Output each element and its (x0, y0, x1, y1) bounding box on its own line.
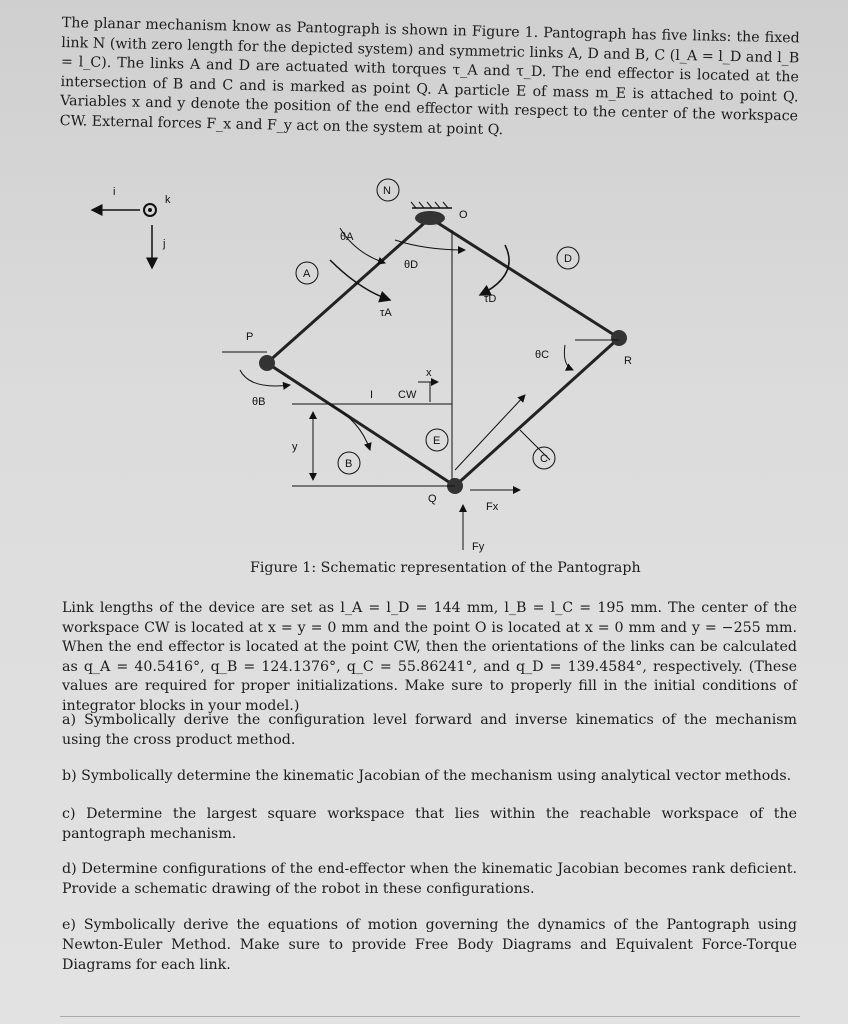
label-tau-a: τA (380, 307, 392, 319)
coordinate-axes (92, 186, 171, 268)
joint-p (259, 355, 275, 371)
label-theta-d: θD (404, 259, 419, 271)
label-y: y (292, 441, 298, 453)
question-b: b) Symbolically determine the kinematic Jacobian of the mechanism using analytical vector methods. (62, 768, 792, 784)
label-b: B (345, 458, 353, 470)
question-e: e) Symbolically derive the equations of motion governing the dynamics of the Pantograph using Newton-Euler Method. Make sure to provide Free Body Diagrams and Equivalent Force-Torque Diagrams for each link. (62, 917, 797, 973)
label-cw: CW (398, 389, 417, 401)
label-fx: Fx (486, 501, 499, 513)
axis-k-label: k (165, 194, 171, 206)
label-a: A (303, 268, 311, 280)
intro-paragraph: The planar mechanism know as Pantograph is shown in Figure 1. Pantograph has five links: the fixed link N (with zero length for the depicted system) and symmetric links A, D and B, C (l_A = l_D and l_B = l_C). The links A and D are actuated with torques τ_A and τ_D. The end effector is located at the intersection of B and C and is marked as point Q. A particle E of mass m_E is attached to point Q. Variables x and y denote the position of the end effector with respect to the center of the workspace CW. External forces F_x and F_y act on the system at point Q. (59, 14, 800, 138)
label-tau-d: τD (484, 293, 497, 305)
svg-text:I: I (370, 389, 374, 401)
label-e: E (433, 435, 441, 447)
label-q: Q (428, 493, 437, 505)
pivot-o (415, 211, 445, 225)
label-r: R (624, 355, 632, 367)
label-c: C (540, 453, 548, 465)
figure-caption: Figure 1: Schematic representation of the Pantograph (250, 560, 641, 576)
label-fy: Fy (472, 541, 485, 553)
axis-i-label: i (113, 186, 116, 198)
label-n: N (383, 185, 391, 197)
link-d (430, 218, 619, 338)
label-o: O (459, 209, 468, 221)
label-p: P (246, 331, 254, 343)
question-d: d) Determine configurations of the end-effector when the kinematic Jacobian becomes rank deficient. Provide a schematic drawing of the robot in these configurations. (62, 861, 797, 897)
link-b (267, 363, 455, 486)
parameters-paragraph: Link lengths of the device are set as l_A = l_D = 144 mm, l_B = l_C = 195 mm. The center of the workspace CW is located at x = y = 0 mm and the point O is located at x = 0 mm and y = −255 mm. When the end effector is located at the point CW, then the orientations of the links can be calculated as q_A = 40.5416°, q_B = 124.1376°, q_C = 55.86241°, and q_D = 139.4584°, respectively. (These values are required for proper initializations. Make sure to properly fill in the initial conditions of integrator blocks in your model.) (62, 600, 797, 714)
question-a: a) Symbolically derive the configuration level forward and inverse kinematics of the mechanism using the cross product method. (62, 712, 797, 748)
axis-j-label: j (163, 238, 166, 250)
label-theta-b: θB (252, 396, 266, 408)
label-theta-c: θC (535, 349, 550, 361)
question-c: c) Determine the largest square workspace that lies within the reachable workspace of the pantograph mechanism. (62, 806, 797, 842)
joint-r (611, 330, 627, 346)
label-x: x (426, 367, 432, 379)
label-d: D (564, 253, 572, 265)
label-theta-a: θA (340, 231, 354, 243)
divider (60, 1016, 800, 1017)
